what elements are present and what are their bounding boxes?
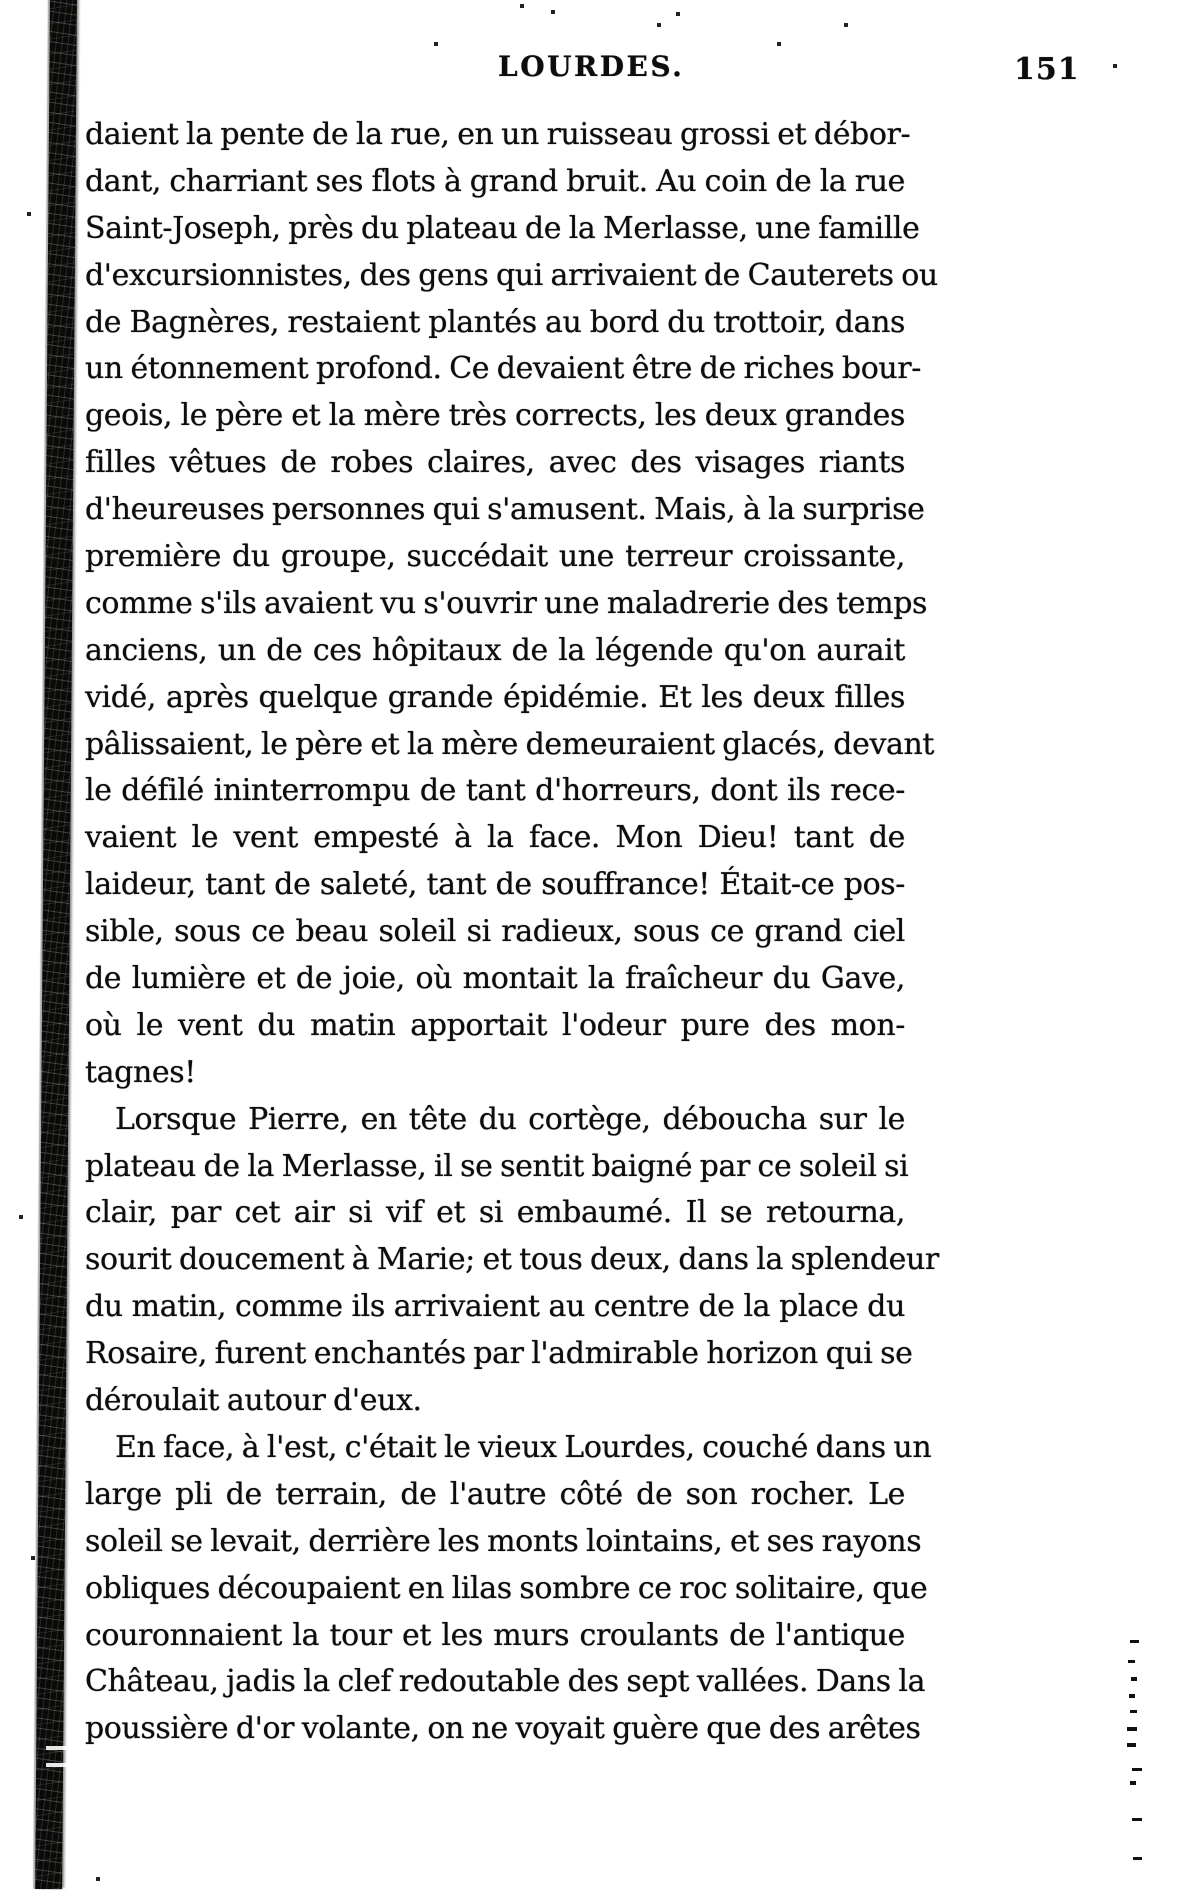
- text-line: d'heureuses personnes qui s'amusent. Mais, à la surprise: [85, 492, 925, 528]
- text-line: vidé, après quelque grande épidémie. Et les deux filles: [85, 679, 905, 715]
- binding-gutter-shadow: [35, 0, 77, 1889]
- text-line: de Bagnères, restaient plantés au bord du trottoir, dans: [85, 304, 905, 340]
- text-line: comme s'ils avaient vu s'ouvrir une maladrerie des temps: [85, 585, 928, 621]
- scan-margin-mark: [1128, 1660, 1135, 1663]
- text-line: filles vêtues de robes claires, avec des visages riants: [85, 445, 905, 481]
- text-line: première du groupe, succédait une terreur croissante,: [85, 539, 905, 575]
- binding-strip-break: [46, 1763, 88, 1767]
- scan-speck: [844, 23, 848, 27]
- running-header-title: LOURDES.: [498, 50, 685, 83]
- scan-speck: [777, 42, 781, 46]
- scan-margin-mark: [1127, 1743, 1136, 1747]
- text-line: pâlissaient, le père et la mère demeuraient glacés, devant: [85, 726, 935, 762]
- text-line: couronnaient la tour et les murs croulants de l'antique: [85, 1617, 905, 1653]
- scan-speck: [434, 42, 438, 46]
- scan-margin-mark: [1133, 1857, 1142, 1860]
- text-line: laideur, tant de saleté, tant de souffrance! Était-ce pos-: [85, 867, 905, 903]
- text-line: sourit doucement à Marie; et tous deux, dans la splendeur: [85, 1242, 939, 1278]
- text-line: déroulait autour d'eux.: [85, 1383, 422, 1419]
- scan-speck: [520, 4, 524, 8]
- scan-speck: [27, 212, 31, 216]
- page-number: 151: [1014, 52, 1080, 87]
- text-line: dant, charriant ses flots à grand bruit. Au coin de la rue: [85, 163, 905, 199]
- text-line: plateau de la Merlasse, il se sentit baigné par ce soleil si: [85, 1148, 909, 1184]
- text-line: Château, jadis la clef redoutable des sept vallées. Dans la: [85, 1664, 926, 1700]
- scan-speck: [1113, 64, 1117, 68]
- text-line: un étonnement profond. Ce devaient être de riches bour-: [85, 351, 921, 387]
- scan-margin-mark: [1129, 1694, 1135, 1698]
- text-line: tagnes!: [85, 1054, 196, 1090]
- text-line: vaient le vent empesté à la face. Mon Dieu! tant de: [85, 820, 905, 856]
- text-line: anciens, un de ces hôpitaux de la légende qu'on aurait: [85, 632, 905, 668]
- text-line: large pli de terrain, de l'autre côté de son rocher. Le: [85, 1476, 905, 1512]
- scan-speck: [31, 1556, 35, 1560]
- scan-margin-mark: [1131, 1677, 1137, 1681]
- binding-strip-break: [46, 1746, 88, 1750]
- text-line: Saint-Joseph, près du plateau de la Merlasse, une famille: [85, 210, 920, 246]
- text-line: du matin, comme ils arrivaient au centre de la place du: [85, 1289, 905, 1325]
- text-line: où le vent du matin apportait l'odeur pure des mon-: [85, 1007, 905, 1043]
- scan-margin-mark: [1127, 1727, 1137, 1731]
- text-line: geois, le père et la mère très corrects, les deux grandes: [85, 398, 905, 434]
- scan-speck: [96, 1877, 100, 1881]
- text-line: obliques découpaient en lilas sombre ce roc solitaire, que: [85, 1570, 928, 1606]
- scan-speck: [676, 12, 680, 16]
- scan-speck: [551, 10, 555, 14]
- scan-speck: [657, 23, 661, 27]
- scan-margin-mark: [1132, 1768, 1142, 1771]
- text-line: daient la pente de la rue, en un ruisseau grossi et débor-: [85, 117, 911, 152]
- body-text: [85, 112, 939, 1753]
- text-line: Rosaire, furent enchantés par l'admirable horizon qui se: [85, 1336, 913, 1372]
- scan-margin-mark: [1130, 1710, 1137, 1713]
- scan-margin-mark: [1130, 1781, 1136, 1785]
- text-line: clair, par cet air si vif et si embaumé. Il se retourna,: [85, 1195, 905, 1231]
- text-line: poussière d'or volante, on ne voyait guère que des arêtes: [85, 1711, 921, 1747]
- text-line: soleil se levait, derrière les monts lointains, et ses rayons: [85, 1523, 922, 1559]
- text-line: En face, à l'est, c'était le vieux Lourdes, couché dans un: [115, 1429, 932, 1465]
- text-line: de lumière et de joie, où montait la fraîcheur du Gave,: [85, 961, 905, 997]
- text-line: sible, sous ce beau soleil si radieux, sous ce grand ciel: [85, 914, 905, 950]
- scan-margin-mark: [1130, 1640, 1139, 1643]
- scan-margin-mark: [1132, 1818, 1142, 1821]
- scan-speck: [19, 1215, 23, 1219]
- text-line: le défilé ininterrompu de tant d'horreurs, dont ils rece-: [85, 773, 905, 809]
- text-line: Lorsque Pierre, en tête du cortège, déboucha sur le: [115, 1101, 905, 1137]
- text-line: d'excursionnistes, des gens qui arrivaient de Cauterets ou: [85, 257, 938, 293]
